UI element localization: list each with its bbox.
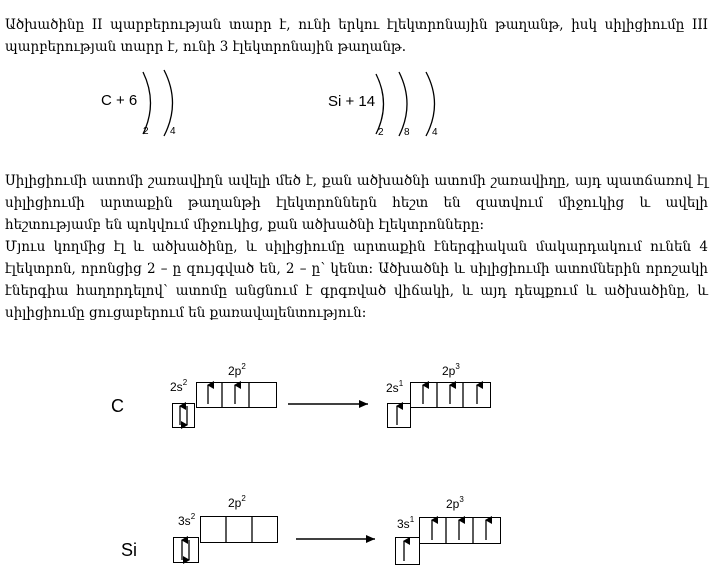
carbon-ground-p-label: $2p^2$: [228, 362, 246, 378]
silicon-excited-s-label: $3s^1$: [397, 515, 415, 531]
silicon-shell-3-count: 4: [432, 127, 438, 138]
silicon-excited-p-label: $2p^3$: [446, 495, 464, 511]
carbon-shell-1-count: 2: [143, 126, 149, 137]
carbon-ground-s-label: $2s^2$: [170, 378, 188, 394]
valence-paragraph: Մյուս կողմից էլ և ածխածինը, և սիլիցիումը արտաքին էներգիական մակարդակում ունեն 4 էլեկտրոն, որոնցից 2 – ը զույգված են, 2 – ը՝ կենտ: Ածխածնի և սիլիցիումի ատոմներին որոշակի էներգիա հաղորդելով՝ ատոմը անցնում է գրգռված վիճակի, և այդ դեպքում և ածխածինը, և սիլիցիումը ցուցաբերում են քառավալենտություն:: [5, 239, 708, 321]
silicon-shell-1-count: 2: [378, 127, 384, 138]
intro-paragraph: Ածխածինը II պարբերության տարր է, ունի երկու էլեկտրոնային թաղանթ, իսկ սիլիցիումը III պարբերության տարր է, ունի 3 էլեկտրոնային թաղանթ.: [5, 17, 708, 55]
silicon-nucleus-label: Si + 14: [328, 93, 376, 110]
carbon-symbol: C: [111, 396, 124, 416]
radius-paragraph: Սիլիցիումի ատոմի շառավիղն ավելի մեծ է, քան ածխածնի ատոմի շառավիղը, այդ պատճառով էլ սիլիցիումի արտաքին թաղանթի էլեկտրոններն հեշտ են զատվում միջուկից և ավելի հեշտությամբ են պոկվում միջուկից, քան ածխածնի էլեկտրոնները:: [5, 173, 708, 233]
silicon-shell-2-count: 8: [404, 127, 410, 138]
carbon-nucleus-label: C + 6: [101, 92, 138, 109]
carbon-shell-2-count: 4: [170, 126, 176, 137]
silicon-ground-p-label: $2p^2$: [228, 494, 246, 510]
carbon-excited-s-label: $2s^1$: [386, 379, 404, 395]
carbon-excited-p-label: $2p^3$: [442, 362, 460, 378]
silicon-symbol: Si: [121, 540, 138, 560]
silicon-ground-s-label: $3s^2$: [178, 512, 196, 528]
